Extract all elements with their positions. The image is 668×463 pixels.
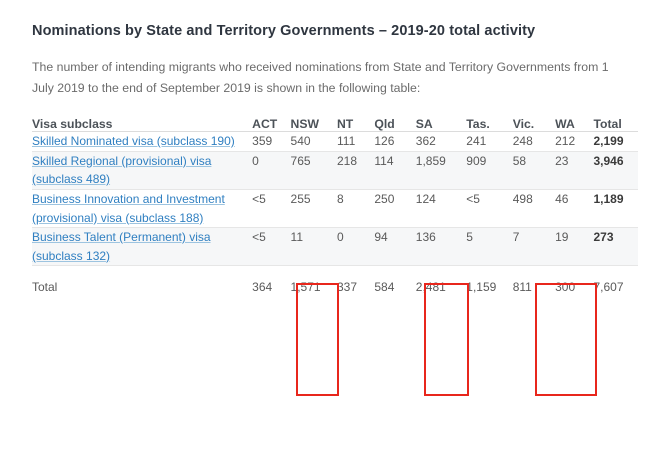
visa-subclass-link-132[interactable]: Business Talent (Permanent) visa (subclass 132): [32, 230, 211, 263]
column-header-wa: WA: [555, 117, 593, 132]
row-visa-name-cell: [32, 132, 252, 152]
cell-sa: 362: [416, 132, 467, 152]
cell-nsw: 11: [291, 228, 337, 266]
page-title: Nominations by State and Territory Governments – 2019-20 total activity: [32, 23, 536, 39]
cell-sa: 124: [416, 189, 467, 227]
cell-total: 273: [594, 228, 639, 266]
cell-vic: 58: [513, 151, 555, 189]
column-header-total: Total: [594, 117, 639, 132]
row-visa-name-cell: [32, 228, 252, 266]
cell-sa: 1,859: [416, 151, 467, 189]
cell-nt: 0: [337, 228, 374, 266]
column-header-nt: NT: [337, 117, 374, 132]
cell-nsw: 540: [291, 132, 337, 152]
cell-nt: 218: [337, 151, 374, 189]
cell-tas: <5: [466, 189, 512, 227]
total-qld: 584: [374, 280, 395, 295]
cell-vic: 7: [513, 228, 555, 266]
intro-paragraph: The number of intending migrants who received nominations from State and Territory Governments from 1 July 2019 to the end of September 2019 is shown in the following table:: [32, 59, 609, 95]
table-total-row: [32, 266, 638, 309]
visa-subclass-link-188[interactable]: Business Innovation and Investment (provisional) visa (subclass 188): [32, 191, 225, 225]
cell-nsw: 765: [291, 151, 337, 189]
cell-wa: 46: [555, 189, 593, 227]
column-header-vic: Vic.: [513, 117, 555, 132]
total-nsw: 1,571: [290, 280, 321, 295]
cell-total: 1,189: [594, 189, 639, 227]
cell-qld: 94: [374, 228, 415, 266]
cell-act: <5: [252, 189, 290, 227]
cell-wa: 212: [555, 132, 593, 152]
cell-vic: 248: [513, 132, 555, 152]
row-visa-name-cell: [32, 189, 252, 227]
total-sa: 2,481: [415, 280, 446, 295]
visa-subclass-link-489[interactable]: Skilled Regional (provisional) visa (subclass 489): [32, 153, 212, 187]
table-body: [32, 132, 638, 309]
cell-sa: 136: [416, 228, 467, 266]
cell-tas: 5: [466, 228, 512, 266]
visa-subclass-link-190[interactable]: Skilled Nominated visa (subclass 190): [32, 134, 235, 149]
cell-qld: 126: [374, 132, 415, 152]
table-header-row: [32, 117, 638, 132]
table-row: [32, 151, 638, 189]
column-header-act: ACT: [252, 117, 290, 132]
cell-qld: 250: [374, 189, 415, 227]
cell-nsw: 255: [291, 189, 337, 227]
cell-total: 3,946: [594, 151, 639, 189]
cell-wa: 23: [555, 151, 593, 189]
cell-nt: 111: [337, 132, 374, 152]
table-row: [32, 228, 638, 266]
column-header-nsw: NSW: [291, 117, 337, 132]
table-row: [32, 132, 638, 152]
total-wa: 300: [555, 280, 576, 295]
cell-qld: 114: [374, 151, 415, 189]
total-act: 364: [252, 280, 273, 295]
cell-act: 0: [252, 151, 290, 189]
column-header-tas: Tas.: [466, 117, 512, 132]
cell-nt: 8: [337, 189, 374, 227]
total-grand: 7,607: [593, 280, 624, 295]
column-header-visa-subclass: Visa subclass: [32, 117, 252, 132]
table-row: [32, 189, 638, 227]
table-header: [32, 117, 638, 132]
cell-total: 2,199: [594, 132, 639, 152]
row-visa-name-cell: [32, 151, 252, 189]
cell-act: 359: [252, 132, 290, 152]
cell-wa: 19: [555, 228, 593, 266]
cell-act: <5: [252, 228, 290, 266]
cell-tas: 909: [466, 151, 512, 189]
total-tas: 1,159: [466, 280, 497, 295]
total-vic: 811: [512, 280, 532, 295]
nominations-table: [32, 117, 638, 308]
column-header-sa: SA: [416, 117, 467, 132]
cell-tas: 241: [466, 132, 512, 152]
total-nt: 337: [337, 280, 358, 295]
total-row-label: Total: [32, 280, 58, 295]
cell-vic: 498: [513, 189, 555, 227]
column-header-qld: Qld: [374, 117, 415, 132]
